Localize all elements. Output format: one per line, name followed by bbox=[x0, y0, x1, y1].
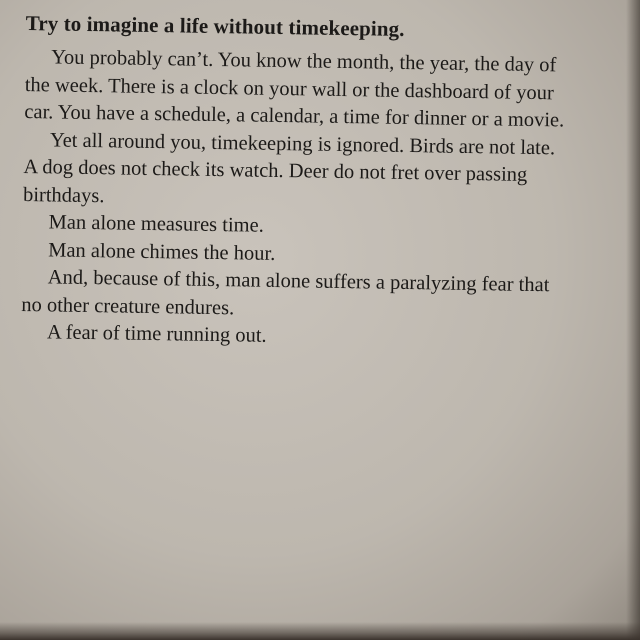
paragraph-line: And, because of this, man alone suffers a paralyzing fear that bbox=[47, 266, 550, 297]
paragraph-line: no other creature endures. bbox=[21, 293, 235, 319]
page-text bbox=[21, 8, 626, 356]
paragraph-1 bbox=[24, 44, 625, 136]
paragraph-line: A fear of time running out. bbox=[46, 321, 267, 347]
paragraph-5 bbox=[21, 264, 622, 328]
page-gutter-shadow bbox=[626, 0, 640, 640]
page-title: Try to imagine a life without timekeeping. bbox=[25, 10, 405, 41]
paragraph-2 bbox=[23, 126, 624, 218]
paragraph-line: Man alone chimes the hour. bbox=[48, 238, 276, 265]
paragraph-line: A dog does not check its watch. Deer do not fret over passing bbox=[23, 155, 528, 186]
paragraph-line: birthdays. bbox=[22, 183, 105, 207]
paragraph-line: Man alone measures time. bbox=[48, 211, 264, 237]
paragraph-line: car. You have a schedule, a calendar, a time for dinner or a movie. bbox=[24, 100, 565, 132]
paragraph-line: the week. There is a clock on your wall or the dashboard of your bbox=[24, 73, 554, 104]
paragraph-line: You probably can’t. You know the month, the year, the day of bbox=[51, 46, 557, 77]
page-bottom-edge bbox=[0, 622, 640, 640]
paragraph-line: Yet all around you, timekeeping is ignored. Birds are not late. bbox=[49, 128, 556, 159]
